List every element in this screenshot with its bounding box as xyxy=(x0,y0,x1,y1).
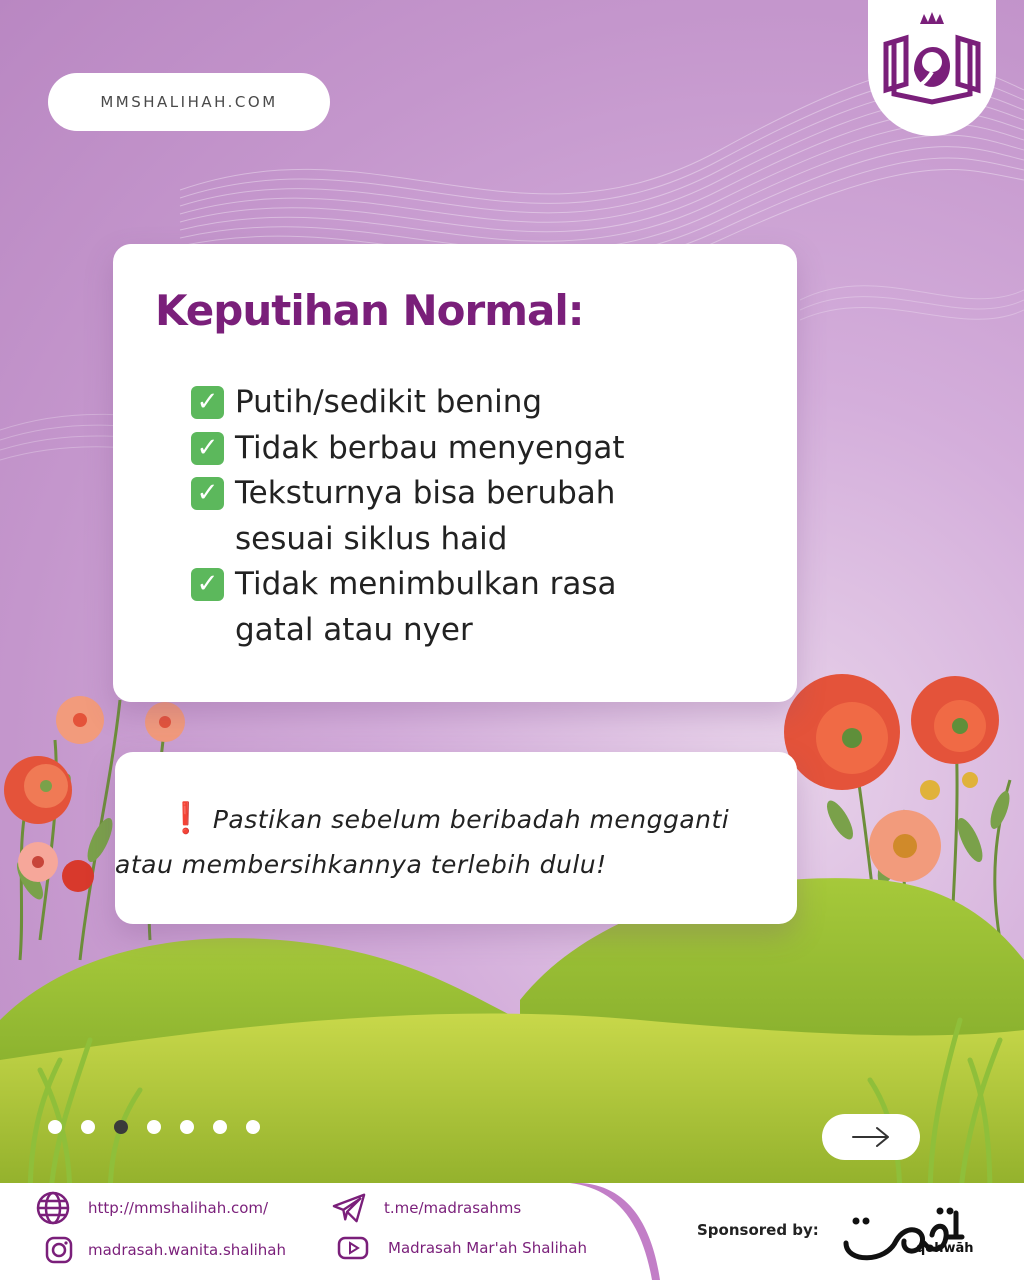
criteria-list xyxy=(191,380,675,653)
pagination-dot-active[interactable] xyxy=(114,1120,128,1134)
list-item-text: Tidak menimbulkan rasa gatal atau nyer xyxy=(235,566,617,648)
footer-instagram-link[interactable] xyxy=(42,1233,286,1267)
pagination-dot[interactable] xyxy=(48,1120,62,1134)
normal-discharge-card xyxy=(113,244,797,702)
reminder-line-2: atau membersihkannya terlebih dulu! xyxy=(115,850,607,879)
site-url-pill[interactable] xyxy=(48,73,330,131)
list-item xyxy=(191,426,675,472)
reminder-line-1: Pastikan sebelum beribadah mengganti xyxy=(212,805,730,834)
footer-youtube-text: Madrasah Mar'ah Shalihah xyxy=(388,1239,587,1257)
sponsor-label: Sponsored by: xyxy=(697,1221,819,1239)
madrasah-logo-icon xyxy=(880,10,984,106)
telegram-icon xyxy=(332,1191,366,1225)
list-item-text: Tidak berbau menyengat xyxy=(235,429,625,466)
list-item-text: Teksturnya bisa berubah sesuai siklus haid xyxy=(235,475,616,557)
next-slide-button[interactable] xyxy=(822,1114,920,1160)
check-icon: ✓ xyxy=(191,568,224,601)
pagination-dot[interactable] xyxy=(180,1120,194,1134)
list-item xyxy=(191,471,675,562)
reminder-card xyxy=(115,752,797,924)
youtube-icon xyxy=(336,1231,370,1265)
pagination-dot[interactable] xyxy=(213,1120,227,1134)
footer-telegram-link[interactable] xyxy=(332,1191,521,1225)
footer-bar xyxy=(0,1183,1024,1280)
list-item xyxy=(191,380,675,426)
exclamation-icon: ❗ xyxy=(167,801,205,836)
reminder-text xyxy=(115,796,767,879)
list-item xyxy=(191,562,675,653)
instagram-icon xyxy=(42,1233,76,1267)
arrow-right-icon xyxy=(851,1126,891,1148)
carousel-pagination xyxy=(48,1120,260,1134)
pagination-dot[interactable] xyxy=(81,1120,95,1134)
list-item-text: Putih/sedikit bening xyxy=(235,384,543,420)
qohwah-sponsor-logo xyxy=(836,1193,976,1273)
check-icon: ✓ xyxy=(191,386,224,419)
check-icon: ✓ xyxy=(191,477,224,510)
globe-icon xyxy=(36,1191,70,1225)
pagination-dot[interactable] xyxy=(246,1120,260,1134)
pagination-dot[interactable] xyxy=(147,1120,161,1134)
footer-youtube-link[interactable] xyxy=(336,1231,587,1265)
check-icon: ✓ xyxy=(191,432,224,465)
footer-website-link[interactable] xyxy=(36,1191,268,1225)
footer-telegram-text: t.me/madrasahms xyxy=(384,1199,522,1217)
sponsor-name: qohwāh xyxy=(916,1241,974,1256)
footer-instagram-text: madrasah.wanita.shalihah xyxy=(88,1241,286,1259)
footer-website-text: http://mmshalihah.com/ xyxy=(88,1199,269,1217)
logo-tab xyxy=(868,0,996,136)
card-title: Keputihan Normal: xyxy=(155,286,584,335)
site-url-label: MMSHALIHAH.COM xyxy=(100,93,278,111)
